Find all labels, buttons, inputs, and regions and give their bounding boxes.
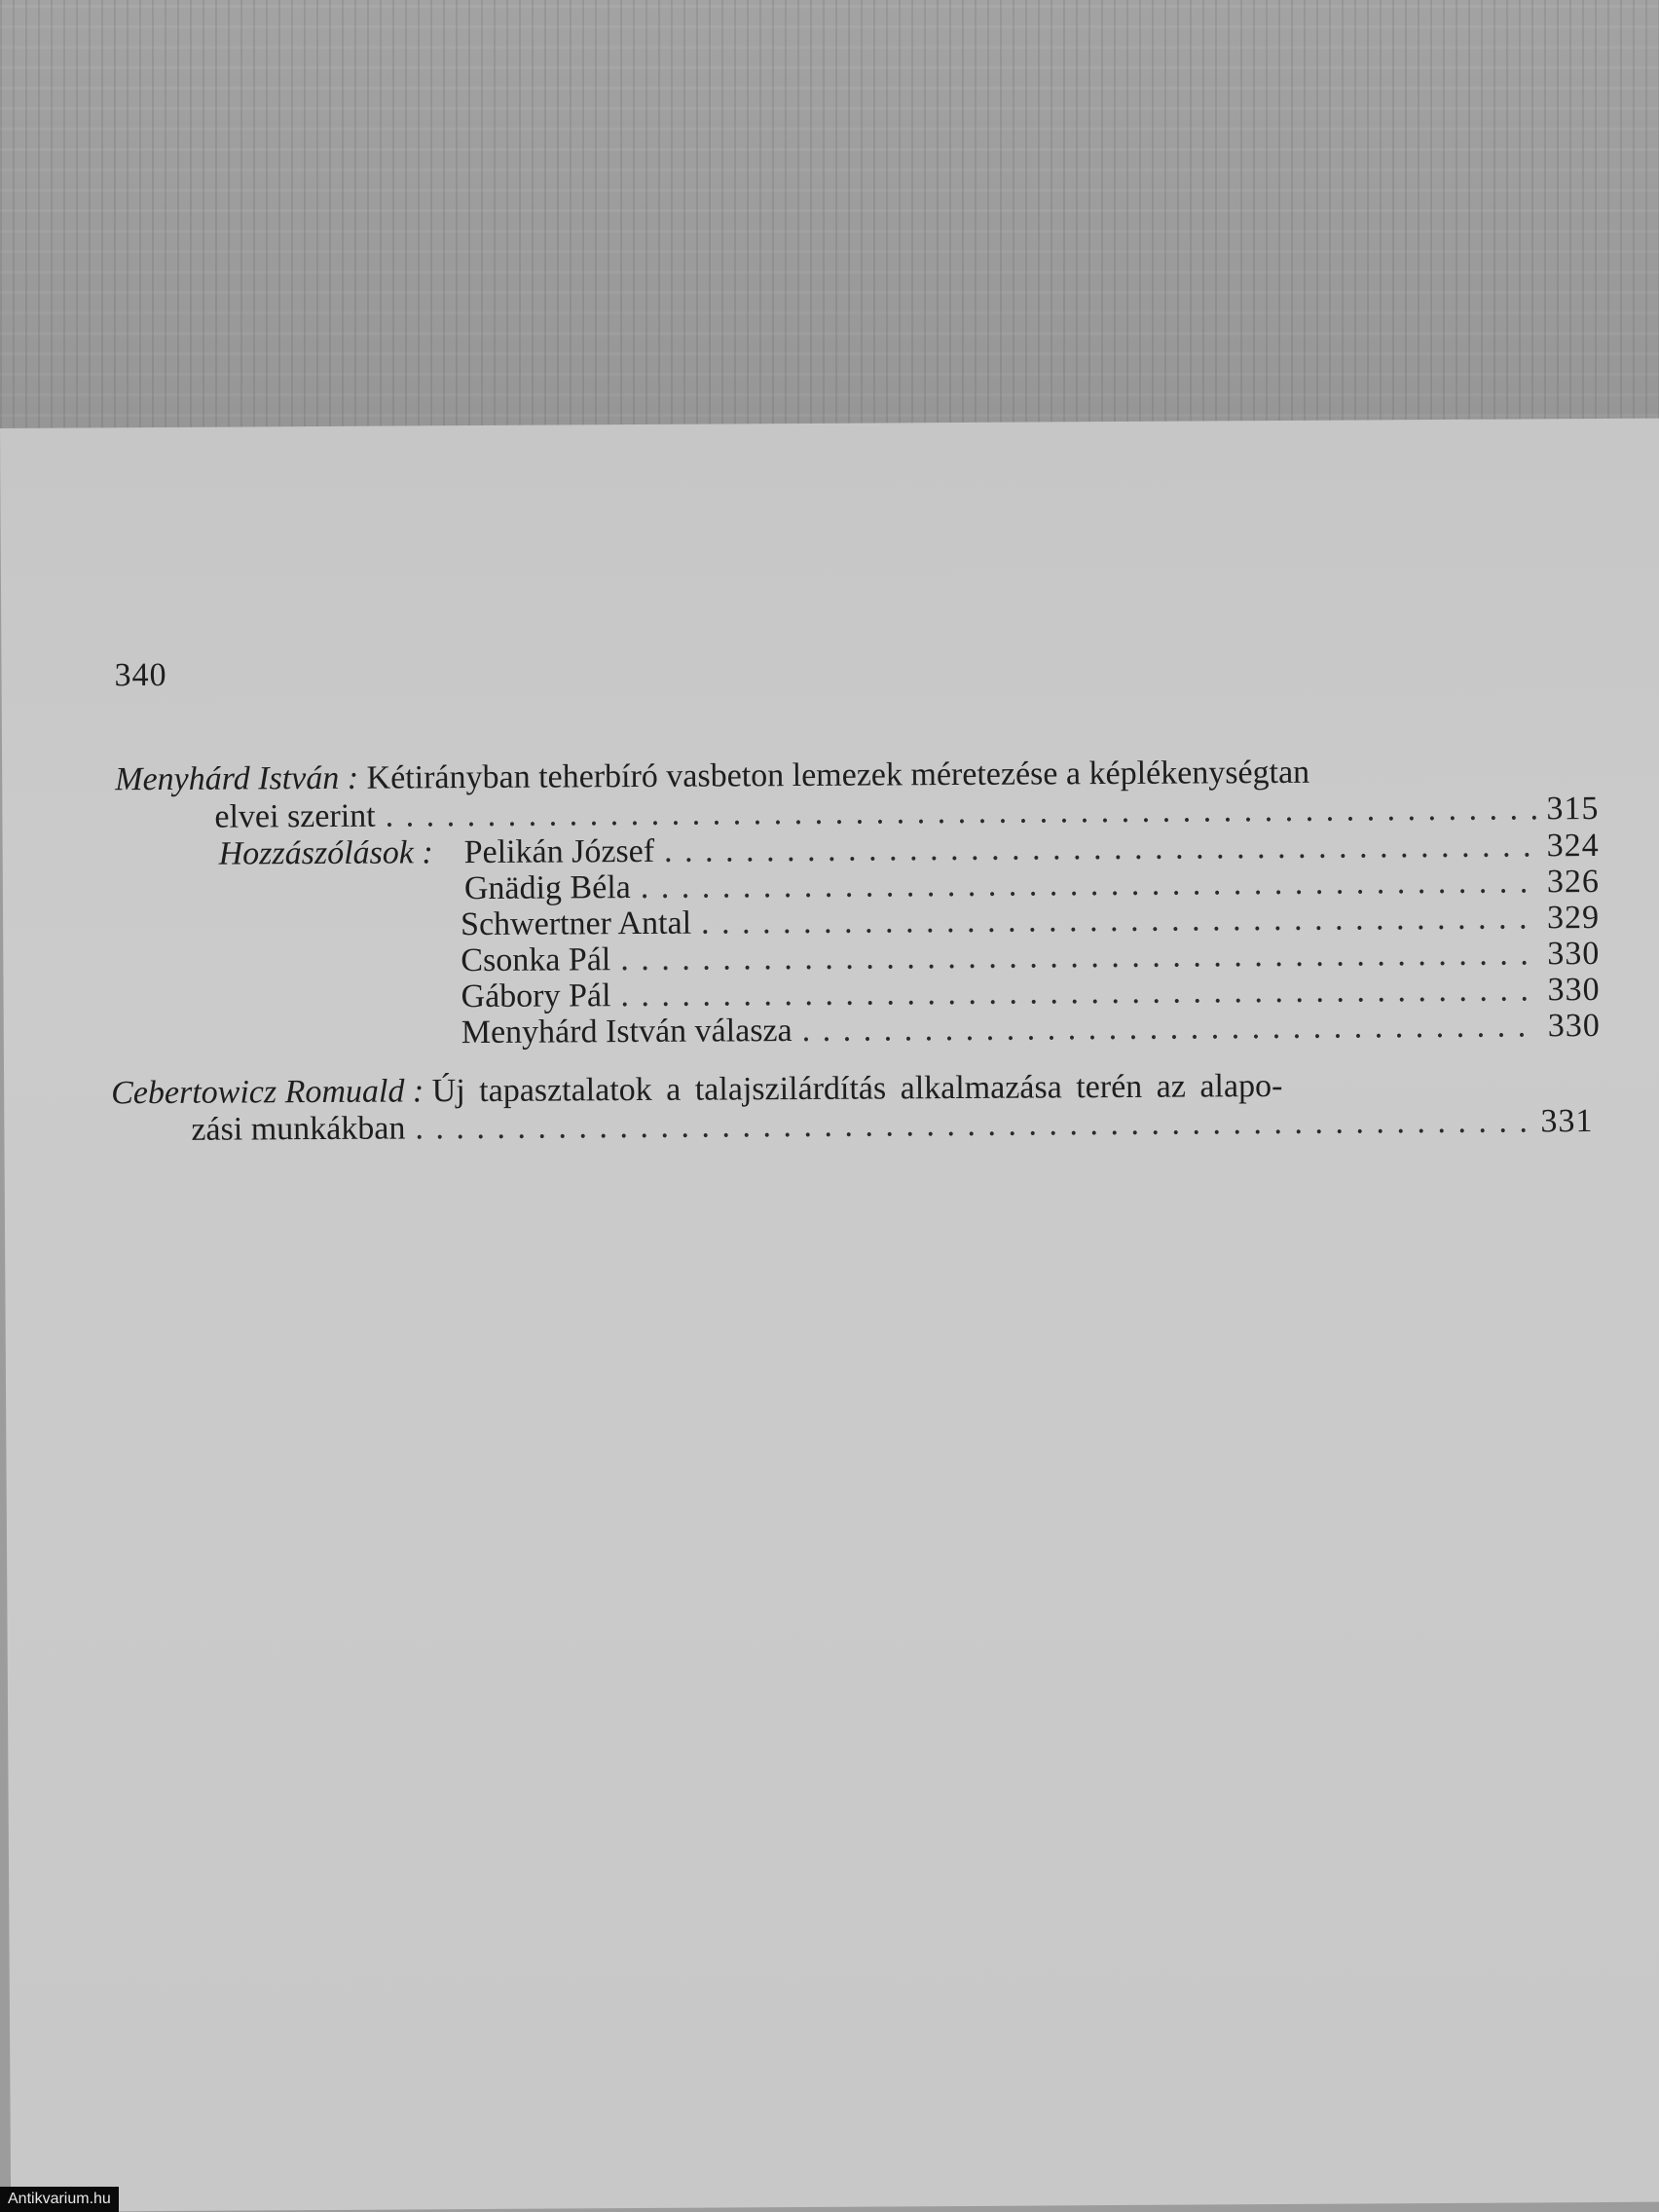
toc-entry-1-continuation [214, 790, 1600, 835]
dot-leader [802, 1010, 1538, 1048]
toc-discussion-page: 330 [1547, 971, 1601, 1009]
toc-discussion-row [461, 899, 1601, 943]
toc-entry-1-page: 315 [1546, 790, 1600, 828]
toc-discussion-page: 324 [1546, 827, 1600, 865]
toc-entry-1-title-line2: elvei szerint [214, 797, 376, 835]
toc-entry-2-continuation [191, 1105, 1593, 1147]
toc-discussion-page: 330 [1547, 1007, 1601, 1045]
toc-discussion-row [461, 971, 1601, 1015]
dot-leader [620, 938, 1537, 977]
toc-entry-2-page: 331 [1540, 1103, 1594, 1140]
toc-discussion-name: Pelikán József [463, 832, 655, 871]
page-number: 340 [114, 656, 167, 694]
toc-discussion-name: Schwertner Antal [461, 904, 692, 943]
toc-discussion-row [461, 935, 1601, 979]
toc-discussion-name: Menyhárd István válasza [461, 1013, 793, 1051]
dot-leader [641, 866, 1537, 904]
book-page [0, 419, 1659, 2212]
dot-leader [386, 793, 1537, 832]
toc-discussion-page: 326 [1546, 863, 1600, 901]
background-surface [0, 0, 1659, 458]
toc-entry-1-title-line1: Kétirányban teherbíró vasbeton lemezek méretezése a képlékenységtan [366, 754, 1310, 796]
dot-leader [620, 974, 1537, 1013]
toc-discussion-name: Gábory Pál [461, 977, 611, 1015]
toc-discussion-name: Gnädig Béla [463, 869, 631, 907]
toc-entry-1-author: Menyhárd István : [115, 759, 359, 798]
toc-discussion-name: Csonka Pál [461, 941, 611, 979]
toc-discussion-label: Hozzászólások : [218, 834, 433, 872]
watermark-label: Antikvarium.hu [0, 2187, 119, 2212]
toc-discussion-page: 329 [1546, 899, 1601, 937]
toc-entry-2-title-line2: zási munkákban [191, 1110, 406, 1148]
toc-discussion-row [463, 863, 1600, 907]
toc-entry-2-heading [111, 1067, 1283, 1112]
toc-discussion-row [463, 827, 1600, 871]
toc-entry-1-heading [115, 756, 1309, 796]
toc-entry-2-title-line1: Új tapasztalatok a talajszilárdítás alkalmazása terén az alapo- [431, 1067, 1283, 1110]
dot-leader [415, 1105, 1530, 1145]
toc-discussion-page: 330 [1547, 935, 1601, 973]
toc-discussion-row [461, 1007, 1601, 1051]
dot-leader [664, 830, 1537, 867]
toc-entry-2-author: Cebertowicz Romuald : [111, 1073, 424, 1112]
dot-leader [701, 902, 1537, 940]
